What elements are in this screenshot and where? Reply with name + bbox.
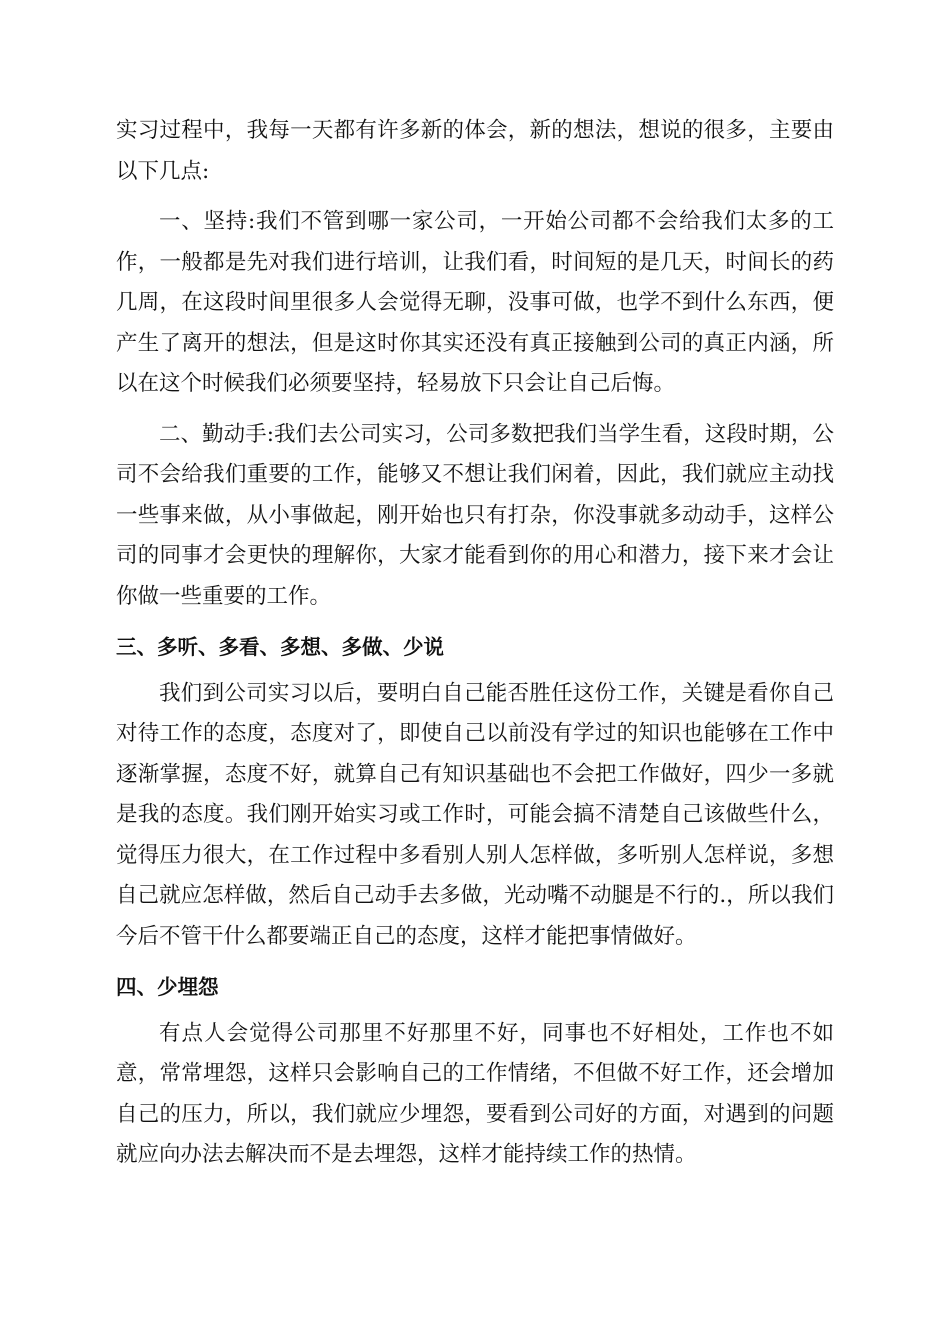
section-heading-listen-watch: 三、多听、多看、多想、多做、少说 — [116, 635, 444, 659]
document-page — [116, 111, 834, 1176]
point-attitude-paragraph: 我们到公司实习以后，要明白自己能否胜任这份工作，关键是看你自己对待工作的态度，态度对了，即使自己以前没有学过的知识也能够在工作中逐渐掌握，态度不好，就算自己有知识基础也不会把工作做好，四少一多就是我的态度。我们刚开始实习或工作时，可能会搞不清楚自己该做些什么，觉得压力很大，在工作过程中多看别人别人怎样做，多听别人怎样说，多想自己就应怎样做，然后自己动手去多做，光动嘴不动腿是不行的.，所以我们今后不管干什么都要端正自己的态度，这样才能把事情做好。 — [116, 680, 834, 949]
point-persistence-paragraph: 一、坚持:我们不管到哪一家公司，一开始公司都不会给我们太多的工作，一般都是先对我们进行培训，让我们看，时间短的是几天，时间长的药几周，在这段时间里很多人会觉得无聊，没事可做，也学不到什么东西，便产生了离开的想法，但是这时你其实还没有真正接触到公司的真正内涵，所以在这个时候我们必须要坚持，轻易放下只会让自己后悔。 — [116, 209, 834, 396]
point-diligence-paragraph: 二、勤动手:我们去公司实习，公司多数把我们当学生看，这段时期，公司不会给我们重要的工作，能够又不想让我们闲着，因此，我们就应主动找一些事来做，从小事做起，刚开始也只有打杂，你没事就多动动手，这样公司的同事才会更快的理解你，大家才能看到你的用心和潜力，接下来才会让你做一些重要的工作。 — [116, 421, 834, 609]
intro-paragraph: 实习过程中，我每一天都有许多新的体会，新的想法，想说的很多，主要由以下几点: — [116, 118, 834, 184]
section-heading-less-complaining: 四、少埋怨 — [116, 975, 219, 999]
point-complaining-paragraph: 有点人会觉得公司那里不好那里不好，同事也不好相处，工作也不如意，常常埋怨，这样只会影响自己的工作情绪，不但做不好工作，还会增加自己的压力，所以，我们就应少埋怨，要看到公司好的方面，对遇到的问题就应向办法去解决而不是去埋怨，这样才能持续工作的热情。 — [116, 1020, 834, 1167]
